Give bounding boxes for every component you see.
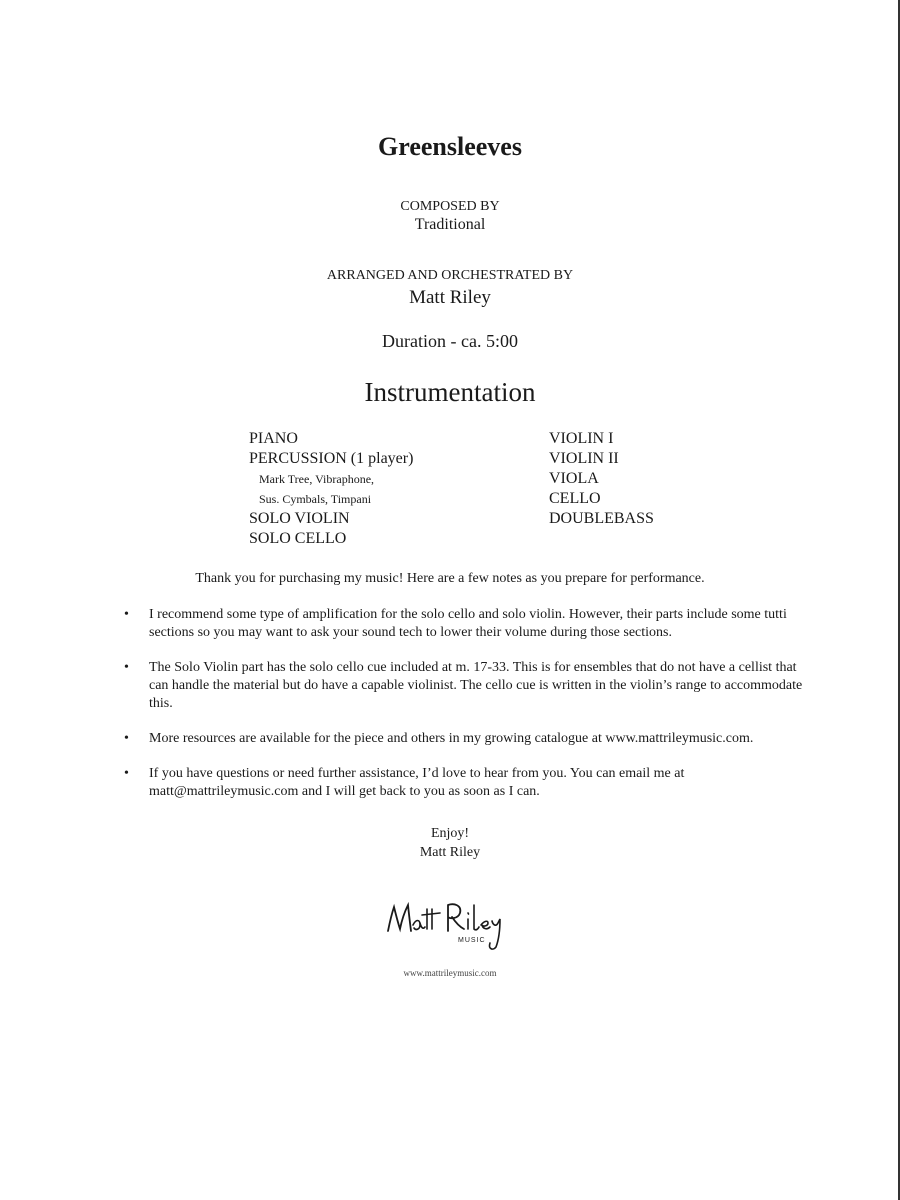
- composer-name: Traditional: [414, 216, 486, 233]
- performance-notes-list: [124, 606, 804, 818]
- note-text: More resources are available for the piece and others in my growing catalogue at www.mattrileymusic.com.: [149, 731, 754, 746]
- signoff-name: Matt Riley: [419, 845, 481, 860]
- percussion-detail: Sus. Cymbals, Timpani: [259, 492, 372, 506]
- instrument-item: SOLO VIOLIN: [249, 510, 350, 527]
- instrument-item: VIOLIN I: [549, 430, 614, 447]
- list-item: [124, 606, 804, 642]
- logo-music-text: MUSIC: [458, 937, 486, 944]
- instrument-item: PIANO: [249, 430, 298, 447]
- note-text: The Solo Violin part has the solo cello cue included at m. 17-33. This is for ensembles that do not have a cellist that can handle the material but do have a capable violinist. The cello cue is written in the violin’s range to accommodate this.: [149, 660, 803, 711]
- note-text: I recommend some type of amplification for the solo cello and solo violin. However, their parts include some tutti sections so you may want to ask your sound tech to lower their volume during those sections.: [149, 607, 787, 640]
- arranged-by-label: ARRANGED AND ORCHESTRATED BY: [326, 268, 574, 283]
- bullet-icon: •: [124, 731, 129, 746]
- website-url: www.mattrileymusic.com: [403, 968, 497, 978]
- list-item: [124, 765, 804, 801]
- instrument-item: VIOLIN II: [549, 450, 619, 467]
- arranger-name: Matt Riley: [409, 287, 491, 308]
- note-text: If you have questions or need further assistance, I’d love to hear from you. You can email me at matt@mattrileymusic.com and I will get back to you as soon as I can.: [149, 766, 685, 799]
- composed-by-label: COMPOSED BY: [400, 199, 500, 214]
- instrument-item: CELLO: [549, 490, 601, 507]
- instrument-item: SOLO CELLO: [249, 530, 347, 547]
- page-title: Greensleeves: [378, 132, 522, 161]
- bullet-icon: •: [124, 607, 129, 622]
- instrument-item: DOUBLEBASS: [549, 510, 654, 527]
- instrument-list-left: [249, 429, 529, 549]
- list-item: [124, 659, 804, 713]
- instrument-item: VIOLA: [549, 470, 599, 487]
- instrumentation-heading: Instrumentation: [364, 377, 536, 407]
- duration-text: Duration - ca. 5:00: [382, 331, 518, 351]
- instrument-list-right: [549, 429, 749, 529]
- instrument-item: PERCUSSION (1 player): [249, 450, 414, 467]
- signoff-line: Enjoy!: [430, 826, 470, 841]
- intro-text: Thank you for purchasing my music! Here are a few notes as you prepare for performance.: [195, 571, 705, 586]
- list-item: [124, 730, 804, 748]
- percussion-detail: Mark Tree, Vibraphone,: [259, 472, 375, 486]
- matt-riley-music-logo: [380, 895, 525, 955]
- bullet-icon: •: [124, 766, 129, 781]
- signoff: [0, 824, 900, 862]
- bullet-icon: •: [124, 660, 129, 675]
